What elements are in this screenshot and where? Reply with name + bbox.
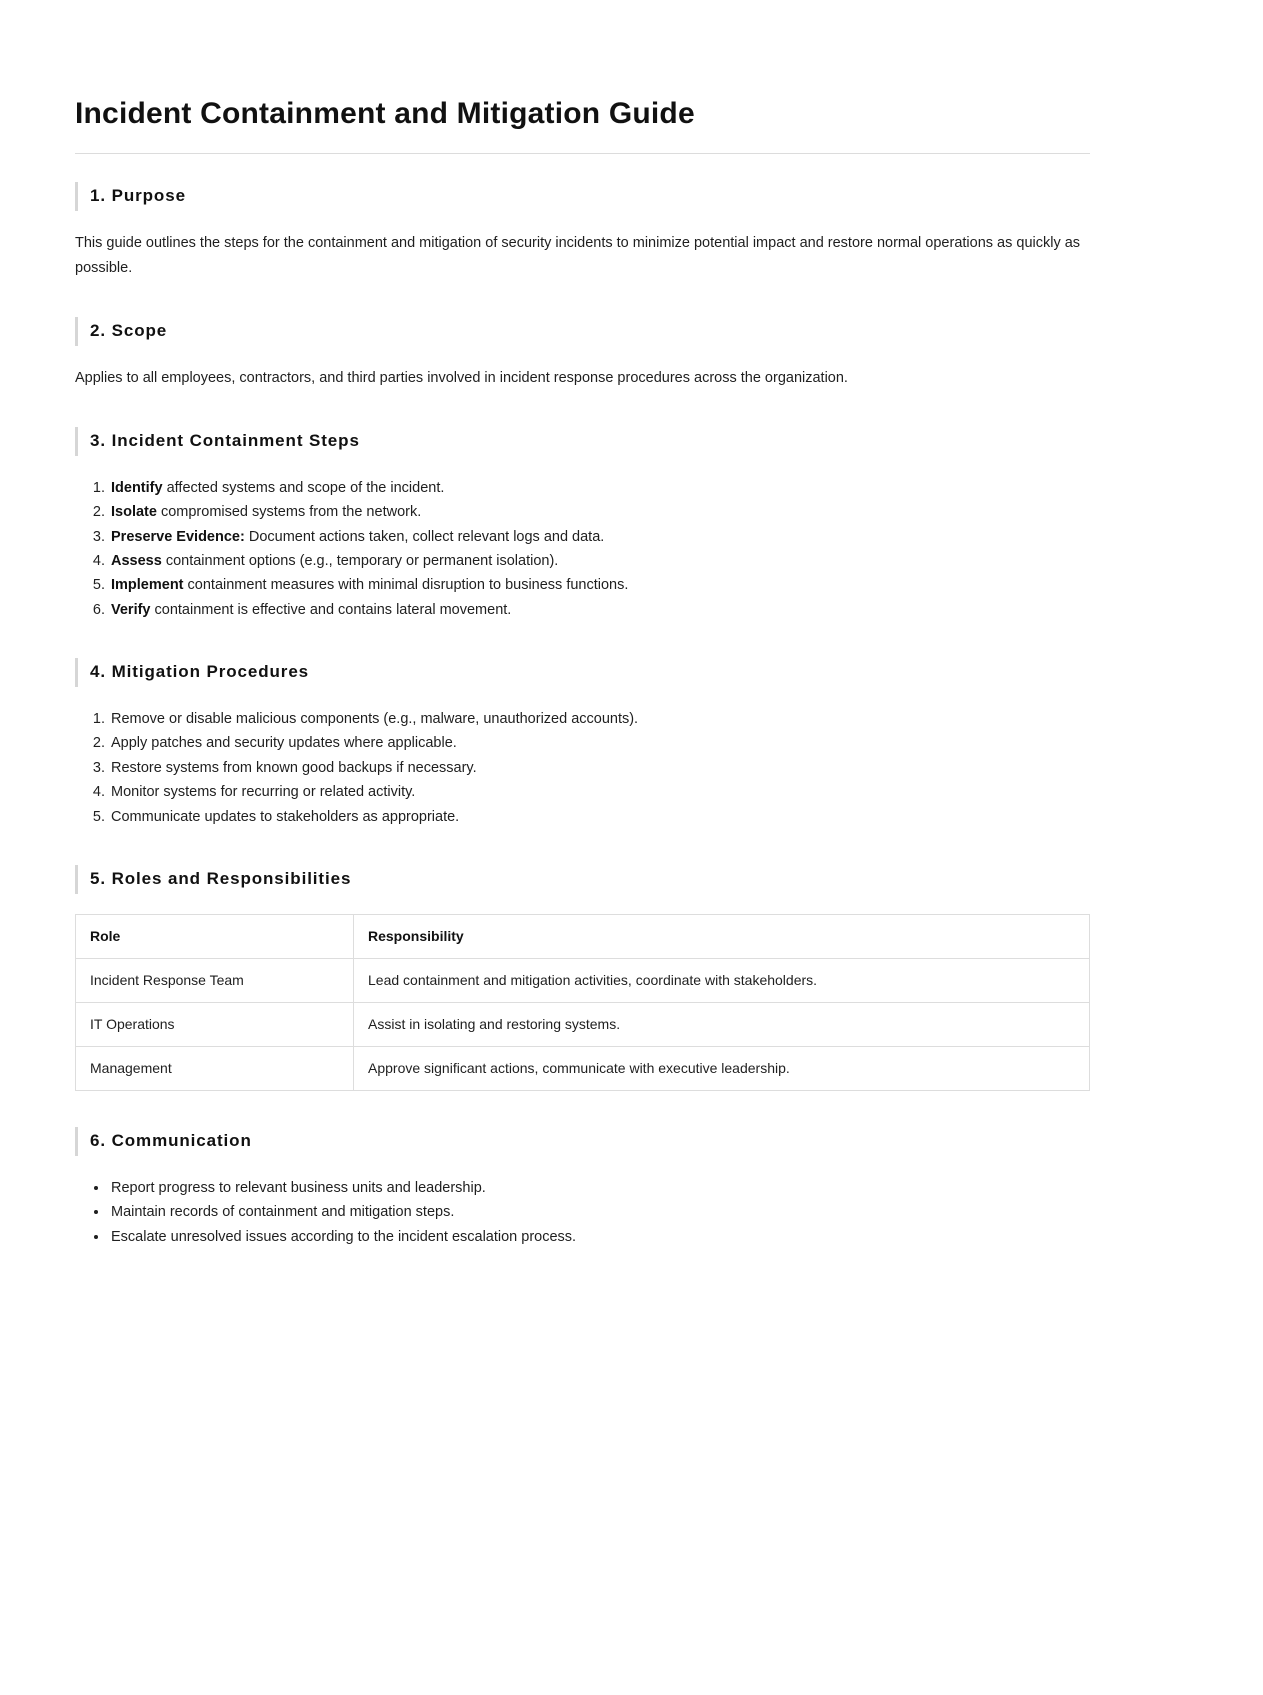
column-header-responsibility: Responsibility: [354, 914, 1090, 958]
list-item-lead: Assess: [111, 553, 162, 570]
roles-table-head: [76, 914, 1090, 958]
list-item-text: affected systems and scope of the incident.: [162, 480, 445, 497]
list-item-lead: Identify: [111, 480, 163, 497]
list-item: 4. Monitor systems for recurring or related activity.: [109, 780, 1090, 804]
section-scope: [75, 317, 1090, 391]
section-heading-roles: 5. Roles and Responsibilities: [75, 865, 1090, 894]
communication-list: [75, 1176, 1090, 1249]
purpose-paragraph: This guide outlines the steps for the containment and mitigation of security incidents to minimize potential impact and restore normal operations as quickly as possible.: [75, 235, 1081, 277]
section-heading-containment-steps: 3. Incident Containment Steps: [75, 427, 1090, 456]
list-item: • Maintain records of containment and mitigation steps.: [109, 1200, 1090, 1224]
list-item-lead: Isolate: [111, 504, 157, 521]
table-row: [76, 958, 1090, 1002]
section-containment-steps: [75, 427, 1090, 622]
table-header-row: [76, 914, 1090, 958]
list-item-lead: Implement: [111, 577, 184, 594]
section-heading-communication: 6. Communication: [75, 1127, 1090, 1156]
list-item-text: Document actions taken, collect relevant logs and data.: [244, 528, 605, 545]
list-item: • Report progress to relevant business units and leadership.: [109, 1176, 1090, 1200]
section-purpose: [75, 182, 1090, 281]
title-divider: [75, 153, 1090, 154]
list-item: [109, 598, 1090, 622]
section-heading-scope: 2. Scope: [75, 317, 1090, 346]
cell-role: Incident Response Team: [76, 958, 354, 1002]
list-item-text: containment is effective and contains lateral movement.: [150, 601, 512, 618]
cell-responsibility: Assist in isolating and restoring systems.: [354, 1002, 1090, 1046]
roles-table: [75, 914, 1090, 1091]
list-item: 5. Communicate updates to stakeholders as appropriate.: [109, 805, 1090, 829]
list-item: [109, 500, 1090, 524]
list-item: 2. Apply patches and security updates where applicable.: [109, 731, 1090, 755]
list-item: [109, 573, 1090, 597]
roles-table-body: [76, 958, 1090, 1090]
mitigation-procedures-list: [75, 707, 1090, 829]
list-item: • Escalate unresolved issues according to the incident escalation process.: [109, 1225, 1090, 1249]
cell-responsibility: Lead containment and mitigation activities, coordinate with stakeholders.: [354, 958, 1090, 1002]
list-item: [109, 549, 1090, 573]
section-mitigation-procedures: [75, 658, 1090, 829]
list-item-lead: Verify: [111, 601, 151, 618]
list-item: [109, 525, 1090, 549]
list-item-lead: Preserve Evidence:: [111, 528, 245, 545]
cell-responsibility: Approve significant actions, communicate with executive leadership.: [354, 1046, 1090, 1090]
cell-role: Management: [76, 1046, 354, 1090]
scope-paragraph: Applies to all employees, contractors, and third parties involved in incident response procedures across the organization.: [75, 370, 848, 387]
list-item: 3. Restore systems from known good backups if necessary.: [109, 756, 1090, 780]
section-communication: [75, 1127, 1090, 1249]
section-heading-purpose: 1. Purpose: [75, 182, 1090, 211]
section-roles: [75, 865, 1090, 1091]
section-heading-mitigation-procedures: 4. Mitigation Procedures: [75, 658, 1090, 687]
page-title: Incident Containment and Mitigation Guide: [75, 97, 695, 130]
list-item: [109, 476, 1090, 500]
containment-steps-list: [75, 476, 1090, 622]
column-header-role: Role: [76, 914, 354, 958]
list-item-text: containment options (e.g., temporary or permanent isolation).: [161, 553, 559, 570]
list-item-text: compromised systems from the network.: [156, 504, 422, 521]
list-item: 1. Remove or disable malicious components (e.g., malware, unauthorized accounts).: [109, 707, 1090, 731]
table-row: [76, 1002, 1090, 1046]
table-row: [76, 1046, 1090, 1090]
cell-role: IT Operations: [76, 1002, 354, 1046]
list-item-text: containment measures with minimal disruption to business functions.: [183, 577, 629, 594]
